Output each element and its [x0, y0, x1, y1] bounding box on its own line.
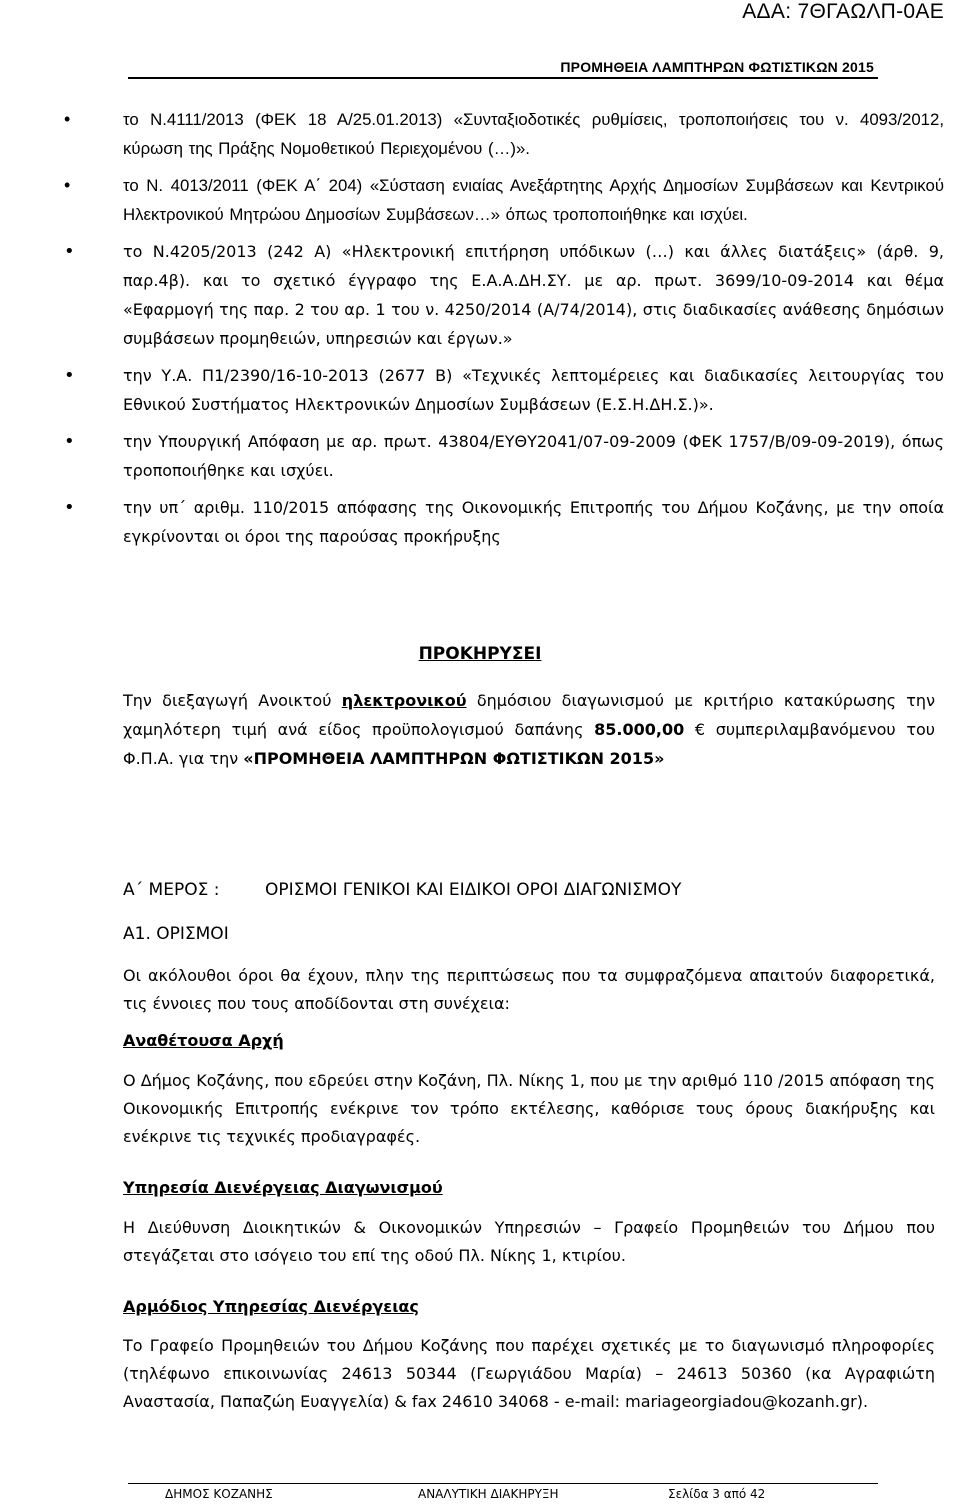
section-label: Α΄ ΜΕΡΟΣ : — [123, 880, 220, 900]
footer-municipality: ΔΗΜΟΣ ΚΟΖΑΝΗΣ — [165, 1487, 273, 1501]
document-heading: ΠΡΟΚΗΡΥΣΕΙ — [418, 644, 542, 664]
list-item: • την Υ.Α. Π1/2390/16-10-2013 (2677 Β) «Τεχνικές λεπτομέρειες και διαδικασίες λειτουργίας του Εθνικού Συστήματος Ηλεκτρονικών Δημοσίων Συμβάσεων (Ε.Σ.Η.ΔΗ.Σ.)». — [64, 361, 944, 419]
ada-code: ΑΔΑ: 7ΘΓΑΩΛΠ-0ΑΕ — [742, 0, 944, 23]
definition-text: Ο Δήμος Κοζάνης, που εδρεύει στην Κοζάνη, Πλ. Νίκης 1, που με την αριθμό 110 /2015 απόφαση της Οικονομικής Επιτροπής ενέκρινε τον τρόπο εκτέλεσης, καθόρισε τους όρους διακήρυξης και ενέκρινε τις τεχνικές προδιαγραφές. — [123, 1071, 935, 1146]
list-item: • την υπ΄ αριθμ. 110/2015 απόφασης της Οικονομικής Επιτροπής του Δήμου Κοζάνης, με την οποία εγκρίνονται οι όροι της παρούσας προκήρυξης — [64, 493, 944, 551]
section-heading — [123, 880, 681, 900]
subsection-heading: Α1. ΟΡΙΣΜΟΙ — [123, 924, 229, 944]
footer-rule — [128, 1483, 878, 1484]
definition-term: Υπηρεσία Διενέργειας Διαγωνισμού — [123, 1178, 443, 1197]
list-item: • το Ν.4111/2013 (ΦΕΚ 18 Α/25.01.2013) «Συνταξιοδοτικές ρυθμίσεις, τροποποιήσεις του ν. 4093/2012, κύρωση της Πράξης Νομοθετικού Περιεχομένου (…)». — [64, 105, 944, 163]
budget-amount: 85.000,00 — [594, 720, 685, 739]
header-rule — [128, 77, 878, 79]
intro-text: € συμπεριλαμβανόμενου του Φ.Π.Α. για την — [123, 720, 935, 768]
project-title: «ΠΡΟΜΗΘΕΙΑ ΛΑΜΠΤΗΡΩΝ ΦΩΤΙΣΤΙΚΩΝ 2015» — [243, 749, 665, 768]
section-title: ΟΡΙΣΜΟΙ ΓΕΝΙΚΟΙ ΚΑΙ ΕΙΔΙΚΟΙ ΟΡΟΙ ΔΙΑΓΩΝΙΣΜΟΥ — [265, 880, 682, 900]
list-item: • το Ν.4205/2013 (242 Α) «Ηλεκτρονική επιτήρηση υπόδικων (…) και άλλες διατάξεις» (άρθ. 9, παρ.4β). και το σχετικό έγγραφο της Ε.Α.Α.ΔΗ.ΣΥ. με αρ. πρωτ. 3699/10-09-2014 και θέμα «Εφαρμογή της παρ. 2 του αρ. 1 του ν. 4250/2014 (Α/74/2014), στις διαδικασίες ανάθεσης δημόσιων συμβάσεων προμηθειών, υπηρεσιών και έργων.» — [64, 237, 944, 353]
definition-text: Το Γραφείο Προμηθειών του Δήμου Κοζάνης που παρέχει σχετικές με το διαγωνισμό πληροφορίες (τηλέφωνο επικοινωνίας 24613 50344 (Γεωργιάδου Μαρία) – 24613 50360 (κα Αγραφιώτη Αναστασία, Παπαζώη Ευαγγελία) & fax 24610 34068 - e-mail: mariageorgiadou@kozanh.gr). — [123, 1336, 935, 1411]
legal-basis-list — [64, 105, 944, 559]
definition-term: Αρμόδιος Υπηρεσίας Διενέργειας — [123, 1297, 419, 1316]
definition-text: Η Διεύθυνση Διοικητικών & Οικονομικών Υπηρεσιών – Γραφείο Προμηθειών του Δήμου που στεγάζεται στο ισόγειο του επί της οδού Πλ. Νίκης 1, κτιρίου. — [123, 1218, 935, 1265]
list-item: • το Ν. 4013/2011 (ΦΕΚ Α΄ 204) «Σύσταση ενιαίας Ανεξάρτητης Αρχής Δημοσίων Συμβάσεων και Κεντρικού Ηλεκτρονικού Μητρώου Δημοσίων Συμβάσεων…» όπως τροποποιήθηκε και ισχύει. — [64, 171, 944, 229]
intro-text: δημόσιου διαγωνισμού με κριτήριο κατακύρωσης την χαμηλότερη τιμή ανά είδος προϋπολογισμού δαπάνης — [123, 691, 936, 739]
intro-electronic: ηλεκτρονικού — [341, 691, 467, 710]
list-item: • την Υπουργική Απόφαση με αρ. πρωτ. 43804/ΕΥΘΥ2041/07-09-2009 (ΦΕΚ 1757/Β/09-09-2019), όπως τροποποιήθηκε και ισχύει. — [64, 427, 944, 485]
running-header: ΠΡΟΜΗΘΕΙΑ ΛΑΜΠΤΗΡΩΝ ΦΩΤΙΣΤΙΚΩΝ 2015 — [560, 59, 874, 75]
footer-document: ΑΝΑΛΥΤΙΚΗ ΔΙΑΚΗΡΥΞΗ — [418, 1487, 559, 1501]
definition-term: Αναθέτουσα Αρχή — [123, 1031, 284, 1050]
tender-intro — [123, 686, 935, 773]
intro-text: Την διεξαγωγή Ανοικτού — [123, 691, 342, 710]
definitions-intro: Οι ακόλουθοι όροι θα έχουν, πλην της περιπτώσεως που τα συμφραζόμενα απαιτούν διαφορετικά, τις έννοιες που τους αποδίδονται στη συνέχεια: — [123, 966, 935, 1013]
footer-page-number: Σελίδα 3 από 42 — [668, 1487, 766, 1501]
